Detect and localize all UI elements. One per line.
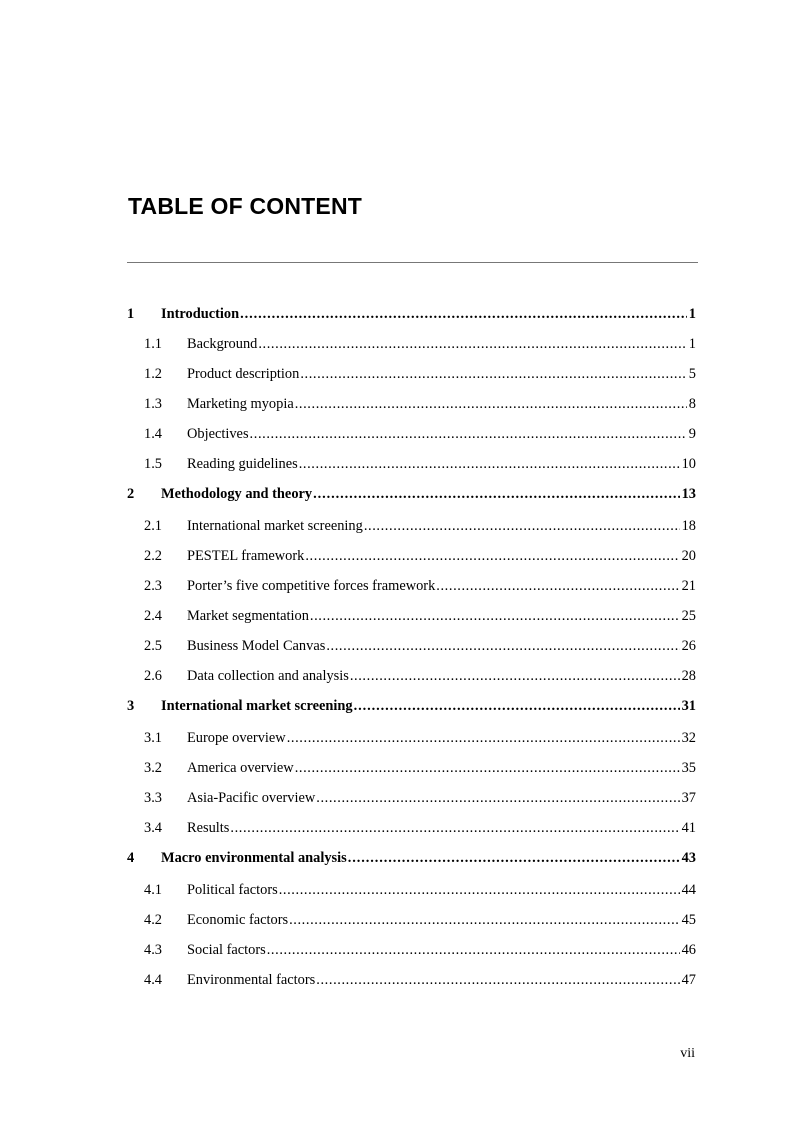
toc-chapter-2[interactable] xyxy=(127,483,696,515)
dot-leader xyxy=(287,727,680,749)
section-number: 4.2 xyxy=(144,912,162,928)
dot-leader xyxy=(316,787,679,809)
toc-section-1-5[interactable] xyxy=(127,453,696,483)
section-number: 2.6 xyxy=(144,668,162,684)
chapter-title: International market screening xyxy=(161,698,353,714)
section-number: 4.1 xyxy=(144,882,162,898)
page-number: 20 xyxy=(681,548,696,564)
dot-leader xyxy=(299,453,680,475)
toc-section-3-3[interactable] xyxy=(127,787,696,817)
section-number: 3.4 xyxy=(144,820,162,836)
dot-leader xyxy=(295,393,687,415)
toc-section-1-4[interactable] xyxy=(127,423,696,453)
page-number: 8 xyxy=(688,396,696,412)
toc-chapter-4[interactable] xyxy=(127,847,696,879)
section-number: 2.2 xyxy=(144,548,162,564)
page-number: 9 xyxy=(688,426,696,442)
page-number: 18 xyxy=(681,518,696,534)
chapter-title: Methodology and theory xyxy=(161,486,313,502)
toc-section-1-1[interactable] xyxy=(127,333,696,363)
page-title: TABLE OF CONTENT xyxy=(128,193,363,219)
toc-section-1-2[interactable] xyxy=(127,363,696,393)
toc-section-4-1[interactable] xyxy=(127,879,696,909)
section-number: 1.3 xyxy=(144,396,162,412)
toc-section-2-5[interactable] xyxy=(127,635,696,665)
page-number: 47 xyxy=(681,972,696,988)
dot-leader xyxy=(300,363,686,385)
section-title: Results xyxy=(187,820,230,836)
dot-leader xyxy=(326,635,679,657)
page-number: 13 xyxy=(681,486,696,502)
section-title: Political factors xyxy=(187,882,278,898)
page-number: 45 xyxy=(681,912,696,928)
toc-section-2-6[interactable] xyxy=(127,665,696,695)
chapter-title: Introduction xyxy=(161,306,240,322)
toc-section-2-1[interactable] xyxy=(127,515,696,545)
toc-section-3-1[interactable] xyxy=(127,727,696,757)
section-number: 2.1 xyxy=(144,518,162,534)
section-title: Porter’s five competitive forces framework xyxy=(187,578,436,594)
section-number: 3.1 xyxy=(144,730,162,746)
page-number: 10 xyxy=(681,456,696,472)
section-number: 1.4 xyxy=(144,426,162,442)
section-title: Market segmentation xyxy=(187,608,309,624)
toc-section-2-4[interactable] xyxy=(127,605,696,635)
page-number: 1 xyxy=(688,306,696,322)
section-title: Background xyxy=(187,336,258,352)
section-number: 2.4 xyxy=(144,608,162,624)
dot-leader xyxy=(250,423,687,445)
dot-leader xyxy=(364,515,680,537)
page-number: 32 xyxy=(681,730,696,746)
section-number: 2.5 xyxy=(144,638,162,654)
toc-section-2-3[interactable] xyxy=(127,575,696,605)
page-folio: vii xyxy=(680,1046,695,1061)
chapter-number: 1 xyxy=(127,306,135,322)
page-number: 21 xyxy=(681,578,696,594)
chapter-number: 4 xyxy=(127,850,135,866)
page-number: 5 xyxy=(688,366,696,382)
page-number: 44 xyxy=(681,882,696,898)
section-title: Reading guidelines xyxy=(187,456,298,472)
section-title: Economic factors xyxy=(187,912,289,928)
section-title: Business Model Canvas xyxy=(187,638,326,654)
toc-chapter-1[interactable] xyxy=(127,303,696,333)
toc-section-3-4[interactable] xyxy=(127,817,696,847)
dot-leader xyxy=(305,545,679,567)
section-title: Data collection and analysis xyxy=(187,668,349,684)
toc-section-4-3[interactable] xyxy=(127,939,696,969)
dot-leader xyxy=(436,575,679,597)
dot-leader xyxy=(348,847,680,869)
section-number: 4.3 xyxy=(144,942,162,958)
dot-leader xyxy=(350,665,680,687)
page-number: 1 xyxy=(688,336,696,352)
dot-leader xyxy=(279,879,680,901)
section-title: Environmental factors xyxy=(187,972,316,988)
toc-section-4-4[interactable] xyxy=(127,969,696,999)
toc-section-2-2[interactable] xyxy=(127,545,696,575)
section-title: PESTEL framework xyxy=(187,548,305,564)
dot-leader xyxy=(313,483,680,505)
section-number: 1.5 xyxy=(144,456,162,472)
page-number: 43 xyxy=(681,850,696,866)
page-number: 37 xyxy=(681,790,696,806)
section-title: Objectives xyxy=(187,426,249,442)
section-number: 1.2 xyxy=(144,366,162,382)
section-title: Product description xyxy=(187,366,300,382)
section-title: Asia-Pacific overview xyxy=(187,790,316,806)
dot-leader xyxy=(295,757,680,779)
toc-section-3-2[interactable] xyxy=(127,757,696,787)
section-title: America overview xyxy=(187,760,294,776)
section-number: 4.4 xyxy=(144,972,162,988)
toc-section-1-3[interactable] xyxy=(127,393,696,423)
section-number: 3.3 xyxy=(144,790,162,806)
dot-leader xyxy=(258,333,686,355)
page-number: 26 xyxy=(681,638,696,654)
dot-leader xyxy=(310,605,680,627)
chapter-title: Macro environmental analysis xyxy=(161,850,347,866)
dot-leader xyxy=(230,817,679,839)
page-number: 25 xyxy=(681,608,696,624)
dot-leader xyxy=(354,695,680,717)
chapter-number: 2 xyxy=(127,486,135,502)
section-number: 3.2 xyxy=(144,760,162,776)
dot-leader xyxy=(316,969,679,991)
section-title: Social factors xyxy=(187,942,266,958)
dot-leader xyxy=(289,909,680,931)
section-title: Marketing myopia xyxy=(187,396,294,412)
toc-section-4-2[interactable] xyxy=(127,909,696,939)
toc-chapter-3[interactable] xyxy=(127,695,696,727)
dot-leader xyxy=(267,939,680,961)
section-number: 2.3 xyxy=(144,578,162,594)
chapter-number: 3 xyxy=(127,698,135,714)
page-number: 46 xyxy=(681,942,696,958)
dot-leader xyxy=(240,303,687,325)
title-divider xyxy=(127,262,698,263)
section-title: International market screening xyxy=(187,518,363,534)
page-number: 31 xyxy=(681,698,696,714)
section-number: 1.1 xyxy=(144,336,162,352)
table-of-contents xyxy=(127,303,696,999)
page-number: 35 xyxy=(681,760,696,776)
page-number: 41 xyxy=(681,820,696,836)
page-number: 28 xyxy=(681,668,696,684)
section-title: Europe overview xyxy=(187,730,286,746)
